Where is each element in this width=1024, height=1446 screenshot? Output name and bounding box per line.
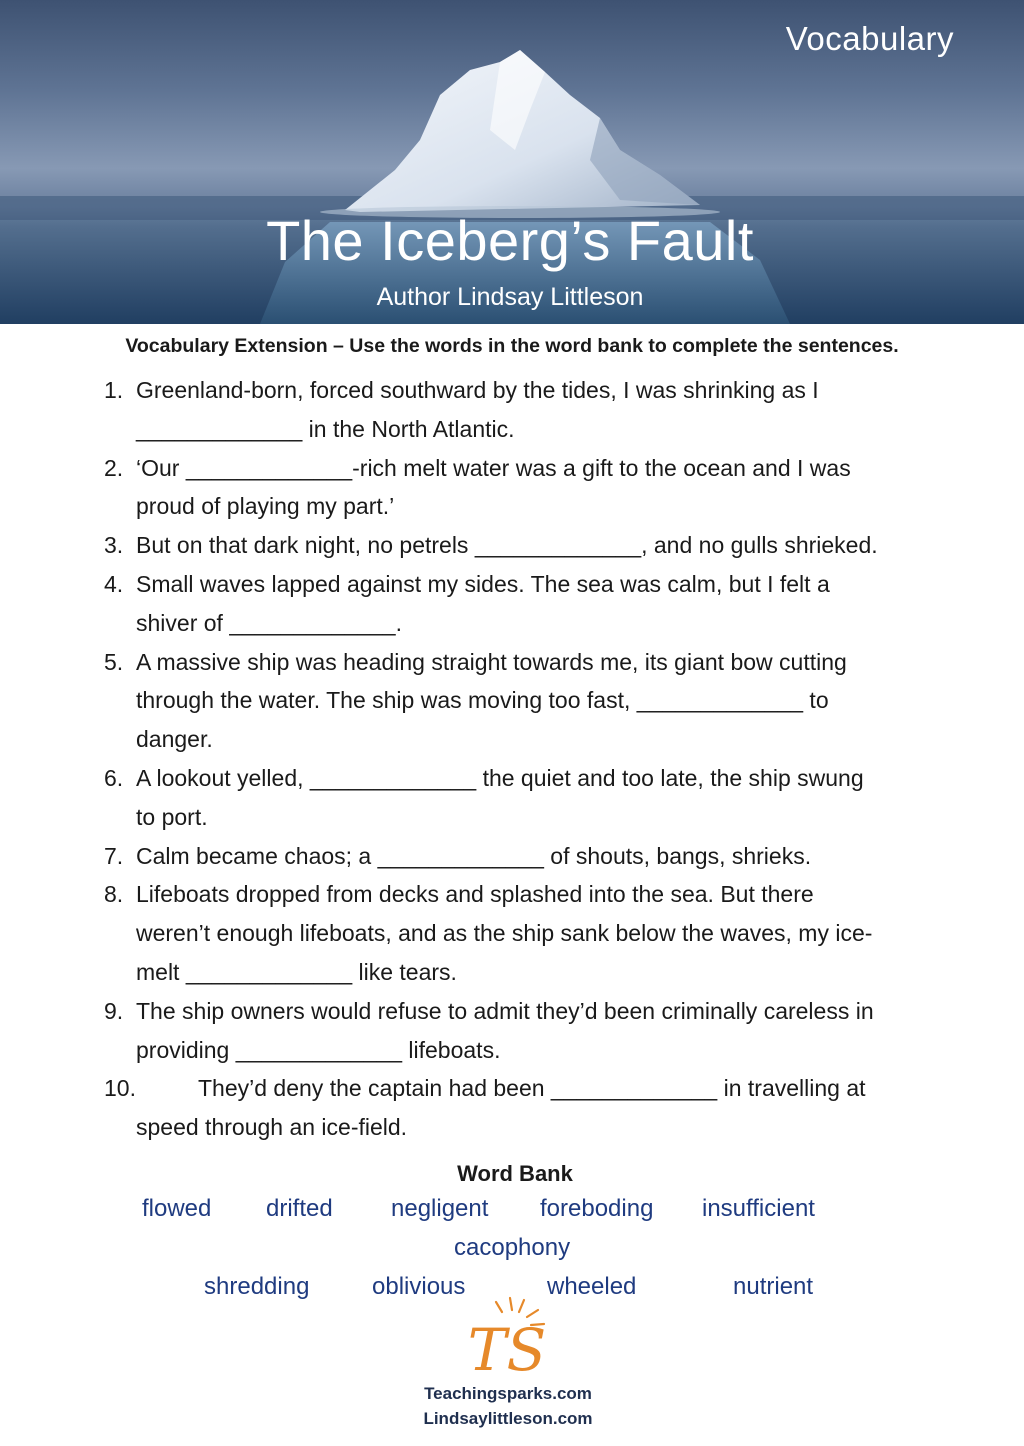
question-number: 6. — [104, 764, 124, 791]
header-banner — [0, 0, 1024, 324]
question-line: to port. — [136, 803, 208, 830]
question-line: A lookout yelled, _____________ the quiet and too late, the ship swung — [136, 764, 864, 791]
word-bank-item: oblivious — [372, 1273, 466, 1300]
question-item — [104, 371, 964, 449]
footer-link-teachingsparks[interactable]: Teachingsparks.com — [424, 1384, 592, 1403]
question-line: weren’t enough lifeboats, and as the ship sank below the waves, my ice- — [136, 920, 873, 947]
word-bank-item: flowed — [142, 1195, 212, 1222]
question-line: Lifeboats dropped from decks and splashed into the sea. But there — [136, 881, 814, 908]
question-number: 9. — [104, 997, 124, 1024]
question-line: Small waves lapped against my sides. The sea was calm, but I felt a — [136, 570, 830, 597]
question-number: 5. — [104, 648, 124, 675]
question-list — [104, 371, 964, 1147]
question-item — [104, 992, 964, 1070]
question-line: They’d deny the captain had been _____________ in travelling at — [198, 1075, 866, 1102]
question-line: Calm became chaos; a _____________ of shouts, bangs, shrieks. — [136, 842, 812, 869]
question-line: ‘Our _____________-rich melt water was a gift to the ocean and I was — [136, 454, 851, 481]
question-number: 8. — [104, 881, 124, 908]
question-line: melt _____________ like tears. — [136, 958, 457, 985]
word-bank-item: drifted — [266, 1195, 333, 1222]
question-item — [104, 837, 964, 876]
question-line: A massive ship was heading straight towards me, its giant bow cutting — [136, 648, 847, 675]
word-bank-item: insufficient — [702, 1195, 815, 1222]
question-item — [104, 565, 964, 643]
question-item — [104, 526, 964, 565]
question-item — [104, 875, 964, 991]
question-line: shiver of _____________. — [136, 609, 402, 636]
word-bank-title: Word Bank — [457, 1161, 573, 1186]
question-line: The ship owners would refuse to admit they’d been criminally careless in — [136, 997, 874, 1024]
question-number: 10. — [104, 1075, 136, 1102]
teachingsparks-logo — [452, 1292, 562, 1382]
question-number: 2. — [104, 454, 124, 481]
question-line: speed through an ice-field. — [136, 1114, 408, 1141]
question-line: _____________ in the North Atlantic. — [136, 415, 515, 442]
question-item — [104, 759, 964, 837]
word-bank-item: shredding — [204, 1273, 310, 1300]
author-line: Author Lindsay Littleson — [376, 283, 644, 311]
question-line: Greenland-born, forced southward by the tides, I was shrinking as I — [136, 377, 819, 403]
question-number: 1. — [104, 377, 124, 403]
footer-link-lindsaylittleson[interactable]: Lindsaylittleson.com — [423, 1409, 593, 1428]
word-bank-item: wheeled — [547, 1273, 637, 1300]
question-item — [104, 1069, 964, 1147]
word-bank-item: negligent — [391, 1195, 489, 1222]
question-number: 4. — [104, 570, 124, 597]
question-item — [104, 449, 964, 527]
question-line: danger. — [136, 726, 213, 753]
question-line: through the water. The ship was moving too fast, _____________ to — [136, 687, 829, 714]
question-number: 3. — [104, 532, 124, 559]
question-line: But on that dark night, no petrels _____________, and no gulls shrieked. — [136, 532, 878, 559]
question-line: proud of playing my part.’ — [136, 493, 395, 520]
question-number: 7. — [104, 842, 124, 869]
word-bank-item: cacophony — [454, 1234, 571, 1261]
question-line: providing _____________ lifeboats. — [136, 1036, 501, 1063]
logo-letters: TS — [467, 1316, 547, 1382]
category-tag: Vocabulary — [785, 20, 954, 57]
word-bank-item: foreboding — [540, 1195, 654, 1222]
page-title: The Iceberg’s Fault — [266, 209, 754, 272]
word-bank-item: nutrient — [733, 1273, 814, 1300]
instructions: Vocabulary Extension – Use the words in the word bank to complete the sentences. — [125, 335, 899, 357]
question-item — [104, 643, 964, 759]
